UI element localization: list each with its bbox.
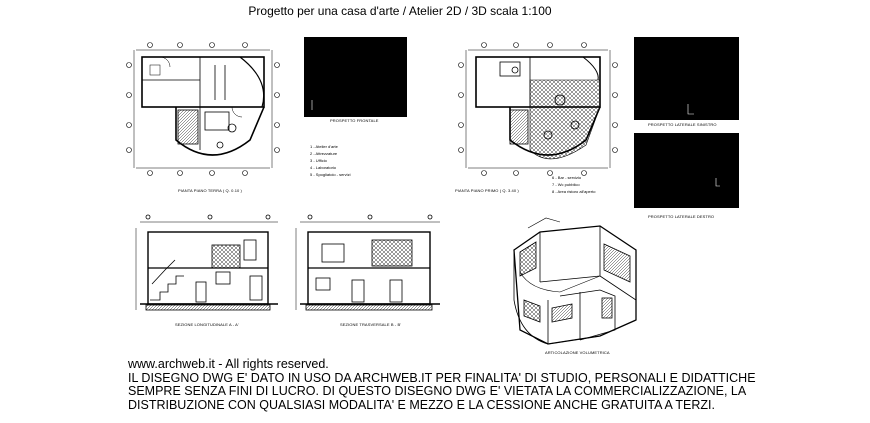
left-elevation-caption: PROSPETTO LATERALE SINISTRO [648,122,717,127]
copyright-notice [128,358,808,412]
copyright-url-line: www.archweb.it - All rights reserved. [128,357,329,371]
left-elevation [634,37,739,120]
first-floor-caption: PIANTA PIANO PRIMO ( Q. 3.40 ) [455,188,519,193]
right-elevation [634,133,739,208]
legend-item: 4 - Laboratorio [310,165,337,170]
sheet-title: Progetto per una casa d'arte / Atelier 2D / 3D scala 1:100 [248,4,552,18]
long-section-caption: SEZIONE LONGITUDINALE A - A' [175,322,239,327]
copyright-line-3: DISTRIBUZIONE CON QUALSIASI MODALITA' E MEZZO E LA CESSIONE ANCHE GRATUITA A TERZI. [128,397,715,412]
legend-item: 3 - Ufficio [310,158,327,163]
first-floor-plan [459,43,618,176]
ground-floor-plan [127,43,280,176]
cross-section [296,215,440,310]
cross-section-caption: SEZIONE TRASVERSALE B - B' [340,322,402,327]
legend-item: 1 - Atelier d'arte [310,144,338,149]
legend-first [552,174,595,195]
legend-ground [310,143,350,178]
copyright-line-2: SEMPRE SENZA FINI DI LUCRO. DI QUESTO DISEGNO DWG E' VIETATA LA COMMERCIALIZZAZIONE, LA [128,384,747,398]
legend-item: 6 - Bar - servizio [552,175,582,180]
axo-caption: ARTICOLAZIONE VOLUMETRICA [545,350,610,355]
ground-floor-caption: PIANTA PIANO TERRA ( Q. 0.10 ) [178,188,242,193]
right-elevation-caption: PROSPETTO LATERALE DESTRO [648,214,715,219]
front-elevation [304,37,407,117]
legend-item: 2 - Attrezzature [310,151,338,156]
legend-item: 7 - Wc pubblico [552,182,580,187]
axonometric-view [514,218,636,344]
legend-item: 8 - Area ristoro all'aperto [552,189,596,194]
longitudinal-section [136,215,278,310]
front-elevation-caption: PROSPETTO FRONTALE [330,118,379,123]
legend-item: 5 - Spogliatoio - servizi [310,172,351,177]
copyright-line-1: IL DISEGNO DWG E' DATO IN USO DA ARCHWEB.IT PER FINALITA' DI STUDIO, PERSONALI E DIDATTICHE [128,370,756,385]
